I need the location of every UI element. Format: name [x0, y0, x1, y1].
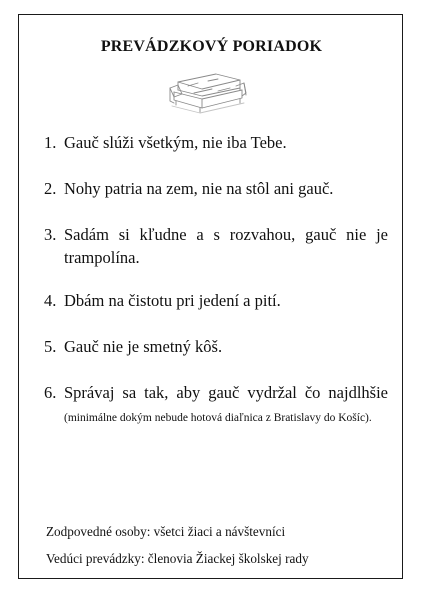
rule-item	[44, 335, 388, 358]
rule-text: Gauč nie je smetný kôš.	[64, 337, 223, 356]
rule-number: 1.	[44, 133, 57, 152]
rule-item	[44, 131, 388, 154]
rule-text: Gauč slúži všetkým, nie iba Tebe.	[64, 133, 287, 152]
rule-text: Sadám si kľudne a s rozvahou, gauč nie je trampolína.	[64, 225, 388, 267]
rule-number: 6.	[44, 383, 57, 402]
operation-managers: Vedúci prevádzky: členovia Žiackej školskej rady	[46, 551, 309, 566]
rule-note: (minimálne dokým nebude hotová diaľnica z Bratislavy do Košíc).	[64, 412, 372, 424]
rule-text: Dbám na čistotu pri jedení a pití.	[64, 291, 281, 310]
responsible-persons: Zodpovedné osoby: všetci žiaci a návštevníci	[46, 524, 286, 539]
rule-text	[64, 381, 388, 428]
rule-item	[44, 381, 388, 428]
footer	[46, 518, 386, 572]
rule-text: Nohy patria na zem, nie na stôl ani gauč.	[64, 179, 334, 198]
rule-main-text: Správaj sa tak, aby gauč vydržal čo najdlhšie	[64, 383, 388, 402]
rule-number: 4.	[44, 291, 57, 310]
couch-icon	[164, 68, 248, 114]
rule-item	[44, 289, 388, 312]
page-title: PREVÁDZKOVÝ PORIADOK	[100, 38, 323, 55]
rules-list	[44, 131, 388, 451]
rule-item	[44, 177, 388, 200]
rule-item	[44, 223, 388, 269]
rule-number: 5.	[44, 337, 57, 356]
rule-number: 3.	[44, 225, 57, 244]
rule-number: 2.	[44, 179, 57, 198]
